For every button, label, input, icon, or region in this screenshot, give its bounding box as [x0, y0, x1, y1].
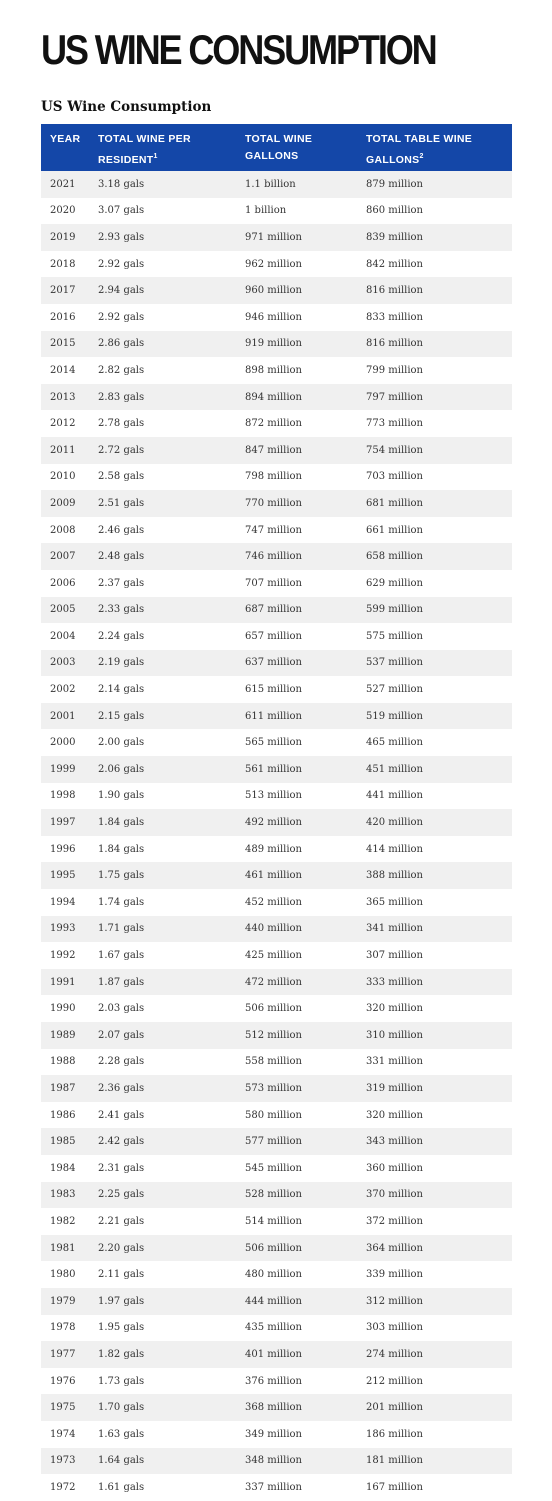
table-row	[41, 756, 512, 783]
cell-per-resident: 2.00 gals	[98, 737, 145, 749]
cell-year: 1976	[50, 1375, 76, 1387]
cell-total-wine: 919 million	[245, 338, 303, 350]
cell-total-wine: 401 million	[245, 1348, 303, 1360]
cell-per-resident: 1.84 gals	[98, 817, 145, 829]
cell-total-wine: 577 million	[245, 1136, 303, 1148]
cell-year: 1993	[50, 923, 76, 935]
cell-per-resident: 1.71 gals	[98, 923, 145, 935]
cell-per-resident: 1.84 gals	[98, 843, 145, 855]
cell-year: 1978	[50, 1322, 76, 1334]
table-row	[41, 1368, 512, 1395]
cell-total-wine: 561 million	[245, 763, 303, 775]
cell-total-wine: 512 million	[245, 1029, 303, 1041]
table-row	[41, 1315, 512, 1342]
cell-year: 1982	[50, 1215, 76, 1227]
cell-total-wine: 506 million	[245, 1242, 303, 1254]
cell-table-wine: 274 million	[366, 1348, 424, 1360]
cell-per-resident: 1.95 gals	[98, 1322, 145, 1334]
cell-per-resident: 1.75 gals	[98, 870, 145, 882]
cell-table-wine: 839 million	[366, 231, 424, 243]
cell-table-wine: 773 million	[366, 418, 424, 430]
cell-total-wine: 480 million	[245, 1269, 303, 1281]
cell-table-wine: 372 million	[366, 1215, 424, 1227]
table-row	[41, 836, 512, 863]
cell-year: 2011	[50, 444, 76, 456]
cell-total-wine: 637 million	[245, 657, 303, 669]
cell-table-wine: 661 million	[366, 524, 424, 536]
cell-per-resident: 2.24 gals	[98, 630, 145, 642]
cell-year: 2014	[50, 364, 76, 376]
table-row	[41, 1261, 512, 1288]
cell-per-resident: 2.33 gals	[98, 604, 145, 616]
cell-per-resident: 2.07 gals	[98, 1029, 145, 1041]
table-row	[41, 889, 512, 916]
cell-table-wine: 414 million	[366, 843, 424, 855]
cell-total-wine: 440 million	[245, 923, 303, 935]
cell-per-resident: 2.06 gals	[98, 763, 145, 775]
cell-total-wine: 1.1 billion	[245, 178, 296, 190]
header-table-wine-label: TOTAL TABLE WINE GALLONS	[366, 133, 473, 166]
cell-per-resident: 2.51 gals	[98, 497, 145, 509]
cell-total-wine: 444 million	[245, 1295, 303, 1307]
cell-total-wine: 573 million	[245, 1082, 303, 1094]
header-year-label: YEAR	[50, 133, 81, 145]
cell-per-resident: 1.97 gals	[98, 1295, 145, 1307]
cell-year: 1985	[50, 1136, 76, 1148]
cell-per-resident: 2.03 gals	[98, 1003, 145, 1015]
table-title: US Wine Consumption	[41, 99, 212, 115]
cell-per-resident: 1.73 gals	[98, 1375, 145, 1387]
cell-year: 1998	[50, 790, 76, 802]
table-row	[41, 1102, 512, 1129]
table-row	[41, 942, 512, 969]
cell-per-resident: 2.58 gals	[98, 471, 145, 483]
cell-table-wine: 575 million	[366, 630, 424, 642]
cell-total-wine: 565 million	[245, 737, 303, 749]
cell-table-wine: 388 million	[366, 870, 424, 882]
cell-table-wine: 658 million	[366, 551, 424, 563]
table-row	[41, 916, 512, 943]
cell-year: 1984	[50, 1162, 76, 1174]
cell-per-resident: 2.28 gals	[98, 1056, 145, 1068]
cell-total-wine: 514 million	[245, 1215, 303, 1227]
cell-year: 1997	[50, 817, 76, 829]
cell-per-resident: 3.18 gals	[98, 178, 145, 190]
table-row	[41, 995, 512, 1022]
cell-year: 1973	[50, 1455, 76, 1467]
cell-year: 1972	[50, 1481, 76, 1493]
cell-year: 1990	[50, 1003, 76, 1015]
footnote-marker-2: 2	[419, 153, 424, 160]
cell-table-wine: 303 million	[366, 1322, 424, 1334]
table-row	[41, 331, 512, 358]
cell-table-wine: 364 million	[366, 1242, 424, 1254]
table-row	[41, 384, 512, 411]
cell-total-wine: 847 million	[245, 444, 303, 456]
cell-table-wine: 842 million	[366, 258, 424, 270]
table-row	[41, 1022, 512, 1049]
cell-year: 2010	[50, 471, 76, 483]
wine-consumption-table	[41, 124, 512, 1501]
cell-per-resident: 2.78 gals	[98, 418, 145, 430]
table-row	[41, 969, 512, 996]
cell-year: 1995	[50, 870, 76, 882]
cell-per-resident: 1.90 gals	[98, 790, 145, 802]
cell-table-wine: 320 million	[366, 1109, 424, 1121]
header-per-resident	[89, 124, 236, 171]
table-row	[41, 1208, 512, 1235]
cell-per-resident: 2.83 gals	[98, 391, 145, 403]
table-row	[41, 543, 512, 570]
table-row	[41, 171, 512, 198]
cell-year: 2013	[50, 391, 76, 403]
table-row	[41, 1341, 512, 1368]
cell-total-wine: 707 million	[245, 577, 303, 589]
cell-table-wine: 703 million	[366, 471, 424, 483]
cell-total-wine: 492 million	[245, 817, 303, 829]
cell-year: 1983	[50, 1189, 76, 1201]
cell-table-wine: 797 million	[366, 391, 424, 403]
cell-table-wine: 754 million	[366, 444, 424, 456]
table-row	[41, 517, 512, 544]
cell-table-wine: 307 million	[366, 950, 424, 962]
cell-year: 2007	[50, 551, 76, 563]
header-total-wine-label: TOTAL WINE GALLONS	[245, 133, 313, 162]
cell-year: 2019	[50, 231, 76, 243]
cell-table-wine: 519 million	[366, 710, 424, 722]
cell-table-wine: 341 million	[366, 923, 424, 935]
table-row	[41, 703, 512, 730]
table-row	[41, 357, 512, 384]
cell-total-wine: 687 million	[245, 604, 303, 616]
cell-year: 2004	[50, 630, 76, 642]
cell-table-wine: 599 million	[366, 604, 424, 616]
cell-table-wine: 833 million	[366, 311, 424, 323]
table-row	[41, 198, 512, 225]
table-row	[41, 570, 512, 597]
cell-year: 2020	[50, 205, 76, 217]
cell-total-wine: 528 million	[245, 1189, 303, 1201]
cell-total-wine: 580 million	[245, 1109, 303, 1121]
cell-per-resident: 2.21 gals	[98, 1215, 145, 1227]
header-year	[41, 124, 89, 171]
cell-year: 1979	[50, 1295, 76, 1307]
cell-per-resident: 2.15 gals	[98, 710, 145, 722]
cell-total-wine: 657 million	[245, 630, 303, 642]
cell-per-resident: 2.92 gals	[98, 311, 145, 323]
table-row	[41, 623, 512, 650]
cell-per-resident: 2.72 gals	[98, 444, 145, 456]
cell-table-wine: 212 million	[366, 1375, 424, 1387]
cell-total-wine: 452 million	[245, 896, 303, 908]
cell-per-resident: 1.63 gals	[98, 1428, 145, 1440]
table-row	[41, 277, 512, 304]
cell-total-wine: 545 million	[245, 1162, 303, 1174]
table-row	[41, 862, 512, 889]
cell-year: 2005	[50, 604, 76, 616]
cell-per-resident: 2.20 gals	[98, 1242, 145, 1254]
table-row	[41, 1049, 512, 1076]
table-row	[41, 1288, 512, 1315]
cell-year: 2021	[50, 178, 76, 190]
cell-per-resident: 2.93 gals	[98, 231, 145, 243]
header-row	[41, 124, 512, 171]
table-row	[41, 1394, 512, 1421]
cell-year: 1989	[50, 1029, 76, 1041]
cell-year: 1994	[50, 896, 76, 908]
cell-year: 2016	[50, 311, 76, 323]
table-row	[41, 650, 512, 677]
cell-per-resident: 1.87 gals	[98, 976, 145, 988]
table-header	[41, 124, 512, 171]
cell-table-wine: 879 million	[366, 178, 424, 190]
table-row	[41, 1182, 512, 1209]
cell-per-resident: 2.37 gals	[98, 577, 145, 589]
cell-year: 2017	[50, 285, 76, 297]
cell-table-wine: 465 million	[366, 737, 424, 749]
cell-total-wine: 611 million	[245, 710, 303, 722]
cell-total-wine: 368 million	[245, 1402, 303, 1414]
cell-year: 1992	[50, 950, 76, 962]
table-row	[41, 490, 512, 517]
table-row	[41, 809, 512, 836]
cell-year: 1975	[50, 1402, 76, 1414]
cell-year: 2015	[50, 338, 76, 350]
cell-year: 2001	[50, 710, 76, 722]
cell-per-resident: 2.36 gals	[98, 1082, 145, 1094]
cell-per-resident: 2.82 gals	[98, 364, 145, 376]
cell-year: 1991	[50, 976, 76, 988]
cell-year: 2006	[50, 577, 76, 589]
table-row	[41, 304, 512, 331]
cell-total-wine: 425 million	[245, 950, 303, 962]
cell-table-wine: 860 million	[366, 205, 424, 217]
table-row	[41, 729, 512, 756]
cell-per-resident: 1.67 gals	[98, 950, 145, 962]
cell-total-wine: 558 million	[245, 1056, 303, 1068]
cell-total-wine: 472 million	[245, 976, 303, 988]
cell-per-resident: 2.31 gals	[98, 1162, 145, 1174]
cell-total-wine: 615 million	[245, 684, 303, 696]
table-row	[41, 597, 512, 624]
table-row	[41, 1474, 512, 1501]
table-body	[41, 171, 512, 1501]
cell-table-wine: 370 million	[366, 1189, 424, 1201]
table-row	[41, 410, 512, 437]
cell-per-resident: 2.92 gals	[98, 258, 145, 270]
table-row	[41, 1235, 512, 1262]
cell-year: 1988	[50, 1056, 76, 1068]
cell-table-wine: 360 million	[366, 1162, 424, 1174]
cell-total-wine: 798 million	[245, 471, 303, 483]
cell-year: 1987	[50, 1082, 76, 1094]
cell-total-wine: 746 million	[245, 551, 303, 563]
cell-year: 2012	[50, 418, 76, 430]
cell-table-wine: 319 million	[366, 1082, 424, 1094]
cell-year: 2018	[50, 258, 76, 270]
cell-table-wine: 451 million	[366, 763, 424, 775]
cell-per-resident: 2.42 gals	[98, 1136, 145, 1148]
cell-total-wine: 946 million	[245, 311, 303, 323]
cell-table-wine: 310 million	[366, 1029, 424, 1041]
cell-table-wine: 365 million	[366, 896, 424, 908]
cell-per-resident: 1.74 gals	[98, 896, 145, 908]
header-table-wine	[357, 124, 512, 171]
cell-table-wine: 343 million	[366, 1136, 424, 1148]
cell-table-wine: 186 million	[366, 1428, 424, 1440]
cell-per-resident: 2.41 gals	[98, 1109, 145, 1121]
cell-per-resident: 1.61 gals	[98, 1481, 145, 1493]
cell-total-wine: 348 million	[245, 1455, 303, 1467]
cell-table-wine: 420 million	[366, 817, 424, 829]
cell-per-resident: 2.11 gals	[98, 1269, 145, 1281]
table-row	[41, 1128, 512, 1155]
cell-table-wine: 681 million	[366, 497, 424, 509]
table-row	[41, 224, 512, 251]
cell-table-wine: 799 million	[366, 364, 424, 376]
table-row	[41, 1155, 512, 1182]
footnote-marker-1: 1	[153, 153, 158, 160]
cell-total-wine: 872 million	[245, 418, 303, 430]
cell-total-wine: 1 billion	[245, 205, 287, 217]
cell-total-wine: 376 million	[245, 1375, 303, 1387]
cell-table-wine: 537 million	[366, 657, 424, 669]
cell-year: 1974	[50, 1428, 76, 1440]
table-row	[41, 783, 512, 810]
cell-total-wine: 770 million	[245, 497, 303, 509]
cell-year: 1986	[50, 1109, 76, 1121]
cell-per-resident: 3.07 gals	[98, 205, 145, 217]
cell-total-wine: 894 million	[245, 391, 303, 403]
cell-per-resident: 2.48 gals	[98, 551, 145, 563]
cell-total-wine: 971 million	[245, 231, 303, 243]
cell-total-wine: 337 million	[245, 1481, 303, 1493]
table-row	[41, 1421, 512, 1448]
cell-total-wine: 489 million	[245, 843, 303, 855]
cell-total-wine: 435 million	[245, 1322, 303, 1334]
cell-year: 1977	[50, 1348, 76, 1360]
cell-per-resident: 2.46 gals	[98, 524, 145, 536]
cell-table-wine: 527 million	[366, 684, 424, 696]
cell-total-wine: 513 million	[245, 790, 303, 802]
cell-per-resident: 1.64 gals	[98, 1455, 145, 1467]
cell-per-resident: 1.70 gals	[98, 1402, 145, 1414]
cell-year: 2009	[50, 497, 76, 509]
table-row	[41, 676, 512, 703]
cell-total-wine: 960 million	[245, 285, 303, 297]
cell-per-resident: 1.82 gals	[98, 1348, 145, 1360]
cell-table-wine: 331 million	[366, 1056, 424, 1068]
cell-table-wine: 629 million	[366, 577, 424, 589]
cell-year: 2000	[50, 737, 76, 749]
header-total-wine	[236, 124, 357, 171]
cell-total-wine: 898 million	[245, 364, 303, 376]
cell-year: 2002	[50, 684, 76, 696]
cell-total-wine: 349 million	[245, 1428, 303, 1440]
cell-table-wine: 312 million	[366, 1295, 424, 1307]
cell-table-wine: 167 million	[366, 1481, 424, 1493]
cell-table-wine: 201 million	[366, 1402, 424, 1414]
cell-year: 1981	[50, 1242, 76, 1254]
page-title: US WINE CONSUMPTION	[41, 26, 436, 73]
cell-table-wine: 333 million	[366, 976, 424, 988]
cell-year: 2003	[50, 657, 76, 669]
cell-table-wine: 816 million	[366, 285, 424, 297]
cell-per-resident: 2.94 gals	[98, 285, 145, 297]
cell-table-wine: 816 million	[366, 338, 424, 350]
cell-per-resident: 2.25 gals	[98, 1189, 145, 1201]
cell-table-wine: 320 million	[366, 1003, 424, 1015]
table-row	[41, 437, 512, 464]
cell-year: 2008	[50, 524, 76, 536]
cell-total-wine: 506 million	[245, 1003, 303, 1015]
cell-per-resident: 2.19 gals	[98, 657, 145, 669]
table-row	[41, 464, 512, 491]
table-row	[41, 1448, 512, 1475]
cell-total-wine: 461 million	[245, 870, 303, 882]
table-row	[41, 251, 512, 278]
cell-total-wine: 747 million	[245, 524, 303, 536]
cell-total-wine: 962 million	[245, 258, 303, 270]
header-per-resident-label: TOTAL WINE PER RESIDENT	[98, 133, 191, 166]
cell-per-resident: 2.86 gals	[98, 338, 145, 350]
cell-table-wine: 339 million	[366, 1269, 424, 1281]
table-row	[41, 1075, 512, 1102]
cell-table-wine: 441 million	[366, 790, 424, 802]
cell-table-wine: 181 million	[366, 1455, 424, 1467]
cell-year: 1980	[50, 1269, 76, 1281]
cell-per-resident: 2.14 gals	[98, 684, 145, 696]
cell-year: 1996	[50, 843, 76, 855]
cell-year: 1999	[50, 763, 76, 775]
